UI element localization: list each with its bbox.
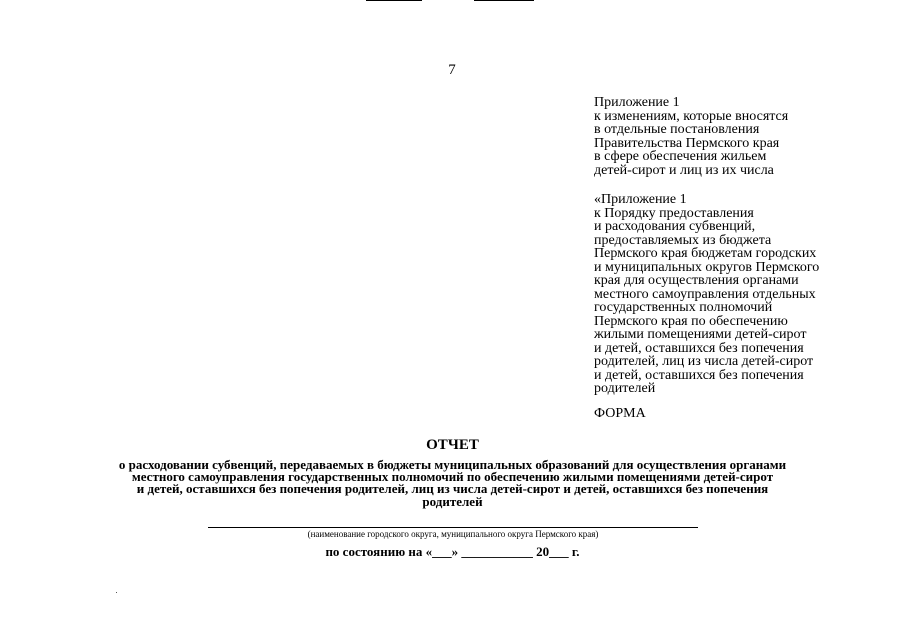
appendix-2-line: «Приложение 1	[594, 192, 687, 207]
report-subtitle-line: о расходовании субвенций, передаваемых в бюджеты муниципальных образований для осуществления органами	[118, 457, 787, 472]
appendix-2-line: к Порядку предоставления	[594, 205, 754, 221]
appendix-2-line: и расходования субвенций,	[594, 219, 756, 234]
municipality-name-caption: (наименование городского округа, муниципального округа Пермского края)	[307, 529, 599, 539]
appendix-1-line: в сфере обеспечения жильем	[594, 149, 767, 164]
top-edge-rule-left	[366, 0, 422, 1]
form-label: ФОРМА	[594, 406, 646, 421]
page-number: 7	[448, 62, 456, 78]
appendix-2-block	[594, 193, 894, 396]
appendix-2-line: родителей, лиц из числа детей-сирот	[594, 354, 814, 369]
appendix-1-block	[594, 96, 894, 177]
appendix-1-line: детей-сирот и лиц из их числа	[594, 162, 774, 178]
appendix-2-line: Пермского края бюджетам городских	[594, 246, 817, 261]
appendix-2-line: предоставляемых из бюджета	[594, 232, 772, 248]
municipality-name-field[interactable]	[208, 527, 698, 528]
appendix-1-line: Приложение 1	[594, 95, 680, 110]
appendix-2-line: и муниципальных округов Пермского	[594, 259, 820, 275]
appendix-2-line: государственных полномочий	[594, 300, 773, 315]
report-subtitle-line: родителей	[422, 493, 483, 509]
report-date-line: по состоянию на «___» ___________ 20___ г.	[325, 544, 580, 559]
appendix-2-line: жилыми помещениями детей-сирот	[594, 327, 807, 342]
appendix-1-line: к изменениям, которые вносятся	[594, 108, 789, 124]
appendix-2-line: края для осуществления органами	[594, 273, 799, 288]
report-title: ОТЧЕТ	[426, 437, 479, 453]
appendix-1-line: в отдельные постановления	[594, 122, 760, 137]
appendix-1-line: Правительства Пермского края	[594, 135, 780, 151]
appendix-2-line: родителей	[594, 381, 656, 396]
report-subtitle-line: местного самоуправления государственных полномочий по обеспечению жилыми помещениями детей-сирот	[131, 469, 774, 485]
appendix-2-line: местного самоуправления отдельных	[594, 286, 816, 302]
appendix-2-line: Пермского края по обеспечению	[594, 313, 788, 329]
report-subtitle	[40, 459, 865, 508]
appendix-2-line: и детей, оставшихся без попечения	[594, 340, 804, 356]
report-subtitle-line: и детей, оставшихся без попечения родителей, лиц из числа детей-сирот и детей, оставшихся без попечения	[136, 481, 769, 497]
top-edge-rule-right	[474, 0, 534, 1]
appendix-2-line: и детей, оставшихся без попечения	[594, 367, 804, 383]
scan-speck	[116, 592, 117, 593]
